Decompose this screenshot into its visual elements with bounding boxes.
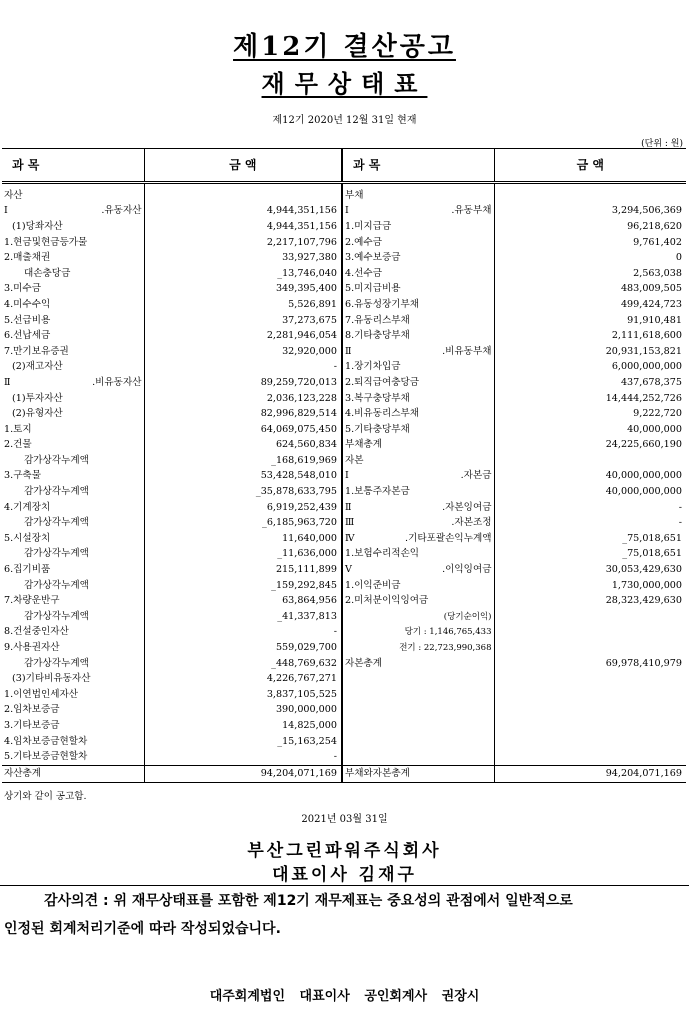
auditor-signature: 대주회계법인 대표이사 공인회계사 권장시: [209, 989, 480, 1004]
right-account: Ⅱ.자본잉여금: [342, 500, 494, 516]
unit-label: (단위 : 원): [641, 139, 683, 149]
left-account: Ⅰ.유동자산: [2, 204, 144, 220]
table-row: [2, 765, 686, 782]
right-amount: -: [678, 501, 682, 513]
audit-opinion-line2: 인정된 회계처리기준에 따라 작성되었습니다.: [4, 921, 281, 937]
left-account: 6.선납세금: [2, 328, 144, 344]
header-right-account: 과 목: [342, 149, 494, 183]
left-account: 감가상각누계액: [2, 453, 144, 469]
right-account: Ⅲ.자본조정: [342, 515, 494, 531]
left-amount: _159,292,845: [144, 578, 342, 594]
right-amount: [494, 718, 686, 734]
right-amount: 14,444,252,726: [605, 392, 682, 404]
left-amount: 4,226,767,271: [144, 671, 342, 687]
left-amount: 32,920,000: [144, 344, 342, 360]
table-row: [2, 183, 686, 204]
left-amount: 14,825,000: [144, 718, 342, 734]
table-row: [2, 266, 686, 282]
left-account: 5.기타보증금현할차: [2, 749, 144, 765]
left-account: 1.현금및현금등가물: [2, 235, 144, 251]
confirmation-note: 상기와 같이 공고함.: [4, 791, 87, 802]
left-account: 2.매출채권: [2, 250, 144, 266]
right-amount: 30,053,429,630: [605, 564, 682, 576]
left-account: (1)당좌자산: [2, 219, 144, 235]
right-amount: [494, 749, 686, 765]
right-amount: 28,323,429,630: [605, 595, 682, 607]
right-account: 5.기타충당부채: [342, 422, 494, 438]
left-amount: [144, 183, 342, 204]
right-amount: [494, 453, 686, 469]
right-amount: [494, 183, 686, 204]
table-row: [2, 282, 686, 298]
right-account: 자본: [342, 453, 494, 469]
left-account: 4.미수수익: [2, 297, 144, 313]
right-account: 8.기타충당부채: [342, 328, 494, 344]
table-row: [2, 438, 686, 454]
left-account: 3.기타보증금: [2, 718, 144, 734]
left-account: (1)투자자산: [2, 391, 144, 407]
divider: [0, 885, 689, 886]
right-amount: 437,678,375: [620, 376, 682, 388]
left-amount: 624,560,834: [144, 438, 342, 454]
left-amount: _41,337,813: [144, 609, 342, 625]
table-row: [2, 328, 686, 344]
right-account: 부채와자본총계: [342, 765, 494, 782]
right-account: [342, 734, 494, 750]
table-row: [2, 734, 686, 750]
left-account: 3.구축물: [2, 469, 144, 485]
right-amount: [494, 640, 686, 656]
right-amount: 69,978,410,979: [605, 657, 682, 669]
table-row: [2, 344, 686, 360]
left-account: 6.집기비품: [2, 562, 144, 578]
balance-sheet-table: [2, 148, 686, 783]
left-amount: 33,927,380: [144, 250, 342, 266]
table-row: [2, 625, 686, 641]
table-row: [2, 469, 686, 485]
right-amount: [494, 703, 686, 719]
right-amount: _75,018,651: [622, 532, 682, 544]
header-right-amount: 금 액: [494, 149, 686, 183]
left-amount: 349,395,400: [144, 282, 342, 298]
right-account: [342, 703, 494, 719]
table-row: [2, 578, 686, 594]
right-account: 당기 : 1,146,765,433: [342, 625, 494, 641]
table-row: [2, 609, 686, 625]
left-amount: 390,000,000: [144, 703, 342, 719]
right-account: 1.보통주자본금: [342, 484, 494, 500]
left-account: 3.미수금: [2, 282, 144, 298]
left-account: 4.임차보증금현할차: [2, 734, 144, 750]
right-account: 7.유동리스부채: [342, 313, 494, 329]
left-amount: _168,619,969: [144, 453, 342, 469]
right-amount: 1,730,000,000: [611, 579, 682, 591]
audit-opinion-line1: 감사의견 : 위 재무상태표를 포함한 제12기 재무제표는 중요성의 관점에서 일반적으로: [44, 893, 573, 909]
left-account: Ⅱ.비유동자산: [2, 375, 144, 391]
right-account: Ⅴ.이익잉여금: [342, 562, 494, 578]
table-row: [2, 687, 686, 703]
notice-date: 2021년 03월 31일: [301, 814, 388, 825]
left-account: (2)유형자산: [2, 406, 144, 422]
right-account: 1.미지급금: [342, 219, 494, 235]
left-account: 8.건설중인자산: [2, 625, 144, 641]
right-account: [342, 718, 494, 734]
left-account: (2)재고자산: [2, 360, 144, 376]
left-amount: 215,111,899: [144, 562, 342, 578]
left-account: 4.기계장치: [2, 500, 144, 516]
right-amount: 20,931,153,821: [605, 345, 682, 357]
left-amount: 4,944,351,156: [144, 219, 342, 235]
left-amount: 89,259,720,013: [144, 375, 342, 391]
table-row: [2, 219, 686, 235]
left-account: 7.만기보유증권: [2, 344, 144, 360]
left-amount: _448,769,632: [144, 656, 342, 672]
left-account: 자산총계: [2, 765, 144, 782]
table-row: [2, 515, 686, 531]
right-account: 5.미지급비용: [342, 282, 494, 298]
left-amount: _35,878,633,795: [144, 484, 342, 500]
header-left-amount: 금 액: [144, 149, 342, 183]
left-account: 감가상각누계액: [2, 609, 144, 625]
right-amount: 91,910,481: [627, 314, 682, 326]
left-amount: 11,640,000: [144, 531, 342, 547]
left-amount: 6,919,252,439: [144, 500, 342, 516]
right-account: 2.미처분이익잉여금: [342, 593, 494, 609]
left-amount: 2,281,946,054: [144, 328, 342, 344]
left-account: 9.사용권자산: [2, 640, 144, 656]
right-amount: 2,111,618,600: [611, 330, 682, 342]
right-account: 3.예수보증금: [342, 250, 494, 266]
left-amount: 53,428,548,010: [144, 469, 342, 485]
left-amount: _13,746,040: [144, 266, 342, 282]
right-account: (당기순이익): [342, 609, 494, 625]
left-account: 5.선급비용: [2, 313, 144, 329]
right-account: 3.복구충당부채: [342, 391, 494, 407]
right-account: Ⅱ.비유동부채: [342, 344, 494, 360]
right-amount: 6,000,000,000: [611, 361, 682, 373]
table-row: [2, 204, 686, 220]
left-amount: _11,636,000: [144, 547, 342, 563]
left-amount: 2,036,123,228: [144, 391, 342, 407]
left-account: 1.이연법인세자산: [2, 687, 144, 703]
left-amount: -: [144, 749, 342, 765]
left-account: 감가상각누계액: [2, 515, 144, 531]
left-amount: -: [144, 360, 342, 376]
left-amount: 64,069,075,450: [144, 422, 342, 438]
right-account: 4.선수금: [342, 266, 494, 282]
right-amount: 9,222,720: [633, 408, 682, 420]
right-amount: 2,563,038: [633, 267, 682, 279]
right-amount: 40,000,000,000: [605, 470, 682, 482]
left-account: 2.임차보증금: [2, 703, 144, 719]
right-account: Ⅰ.자본금: [342, 469, 494, 485]
table-row: [2, 547, 686, 563]
left-account: 감가상각누계액: [2, 656, 144, 672]
left-amount: _6,185,963,720: [144, 515, 342, 531]
table-row: [2, 593, 686, 609]
right-amount: 96,218,620: [627, 220, 682, 232]
left-account: 7.차량운반구: [2, 593, 144, 609]
right-amount: [494, 687, 686, 703]
right-amount: [494, 734, 686, 750]
right-account: [342, 671, 494, 687]
left-account: 감가상각누계액: [2, 578, 144, 594]
left-amount: 4,944,351,156: [144, 204, 342, 220]
left-amount: 63,864,956: [144, 593, 342, 609]
left-amount: 3,837,105,525: [144, 687, 342, 703]
right-account: 6.유동성장기부채: [342, 297, 494, 313]
left-account: (3)기타비유동자산: [2, 671, 144, 687]
table-row: [2, 422, 686, 438]
left-account: 자산: [2, 183, 144, 204]
left-account: 감가상각누계액: [2, 484, 144, 500]
right-amount: 9,761,402: [633, 236, 682, 248]
right-account: 4.비유동리스부채: [342, 406, 494, 422]
period-label: 제12기 2020년 12월 31일 현재: [272, 115, 417, 126]
right-account: 자본총계: [342, 656, 494, 672]
right-account: Ⅰ.유동부채: [342, 204, 494, 220]
right-amount: _75,018,651: [622, 548, 682, 560]
table-row: [2, 391, 686, 407]
right-account: 2.예수금: [342, 235, 494, 251]
notice-title: 제12기 결산공고: [233, 32, 456, 62]
statement-title: 재무상태표: [261, 69, 428, 98]
left-amount: 82,996,829,514: [144, 406, 342, 422]
right-amount: 499,424,723: [620, 298, 682, 310]
table-row: [2, 453, 686, 469]
table-row: [2, 718, 686, 734]
right-account: 1.보험수리적손익: [342, 547, 494, 563]
right-amount: 40,000,000,000: [605, 486, 682, 498]
header-left-account: 과 목: [2, 149, 144, 183]
left-amount: 94,204,071,169: [144, 765, 342, 782]
right-account: 부채: [342, 183, 494, 204]
left-account: 대손충당금: [2, 266, 144, 282]
table-row: [2, 500, 686, 516]
left-account: 5.시설장치: [2, 531, 144, 547]
right-account: Ⅳ.기타포괄손익누계액: [342, 531, 494, 547]
table-row: [2, 250, 686, 266]
table-row: [2, 749, 686, 765]
table-row: [2, 484, 686, 500]
right-account: [342, 749, 494, 765]
right-account: 1.이익준비금: [342, 578, 494, 594]
table-row: [2, 375, 686, 391]
right-account: 전기 : 22,723,990,368: [342, 640, 494, 656]
left-amount: 2,217,107,796: [144, 235, 342, 251]
left-account: 1.토지: [2, 422, 144, 438]
table-row: [2, 313, 686, 329]
right-amount: [494, 671, 686, 687]
right-amount: 94,204,071,169: [494, 765, 686, 782]
table-row: [2, 531, 686, 547]
right-amount: -: [678, 517, 682, 529]
table-row: [2, 562, 686, 578]
left-account: 2.건물: [2, 438, 144, 454]
right-account: [342, 687, 494, 703]
right-amount: [494, 609, 686, 625]
right-account: 1.장기차입금: [342, 360, 494, 376]
right-amount: 0: [675, 252, 682, 264]
left-amount: -: [144, 625, 342, 641]
representative-name: 대표이사 김재구: [272, 865, 417, 885]
right-amount: 40,000,000: [627, 423, 682, 435]
table-row: [2, 671, 686, 687]
left-amount: 37,273,675: [144, 313, 342, 329]
right-account: 2.퇴직급여충당금: [342, 375, 494, 391]
right-amount: [494, 625, 686, 641]
table-row: [2, 703, 686, 719]
table-row: [2, 235, 686, 251]
table-header-row: [2, 149, 686, 183]
table-row: [2, 656, 686, 672]
right-account: 부채총계: [342, 438, 494, 454]
company-name: 부산그린파워주식회사: [247, 841, 442, 861]
right-amount: 24,225,660,190: [605, 439, 682, 451]
left-amount: _15,163,254: [144, 734, 342, 750]
table-row: [2, 406, 686, 422]
left-amount: 559,029,700: [144, 640, 342, 656]
left-amount: 5,526,891: [144, 297, 342, 313]
table-row: [2, 640, 686, 656]
left-account: 감가상각누계액: [2, 547, 144, 563]
right-amount: 483,009,505: [620, 283, 682, 295]
table-row: [2, 360, 686, 376]
right-amount: 3,294,506,369: [611, 205, 682, 217]
table-row: [2, 297, 686, 313]
